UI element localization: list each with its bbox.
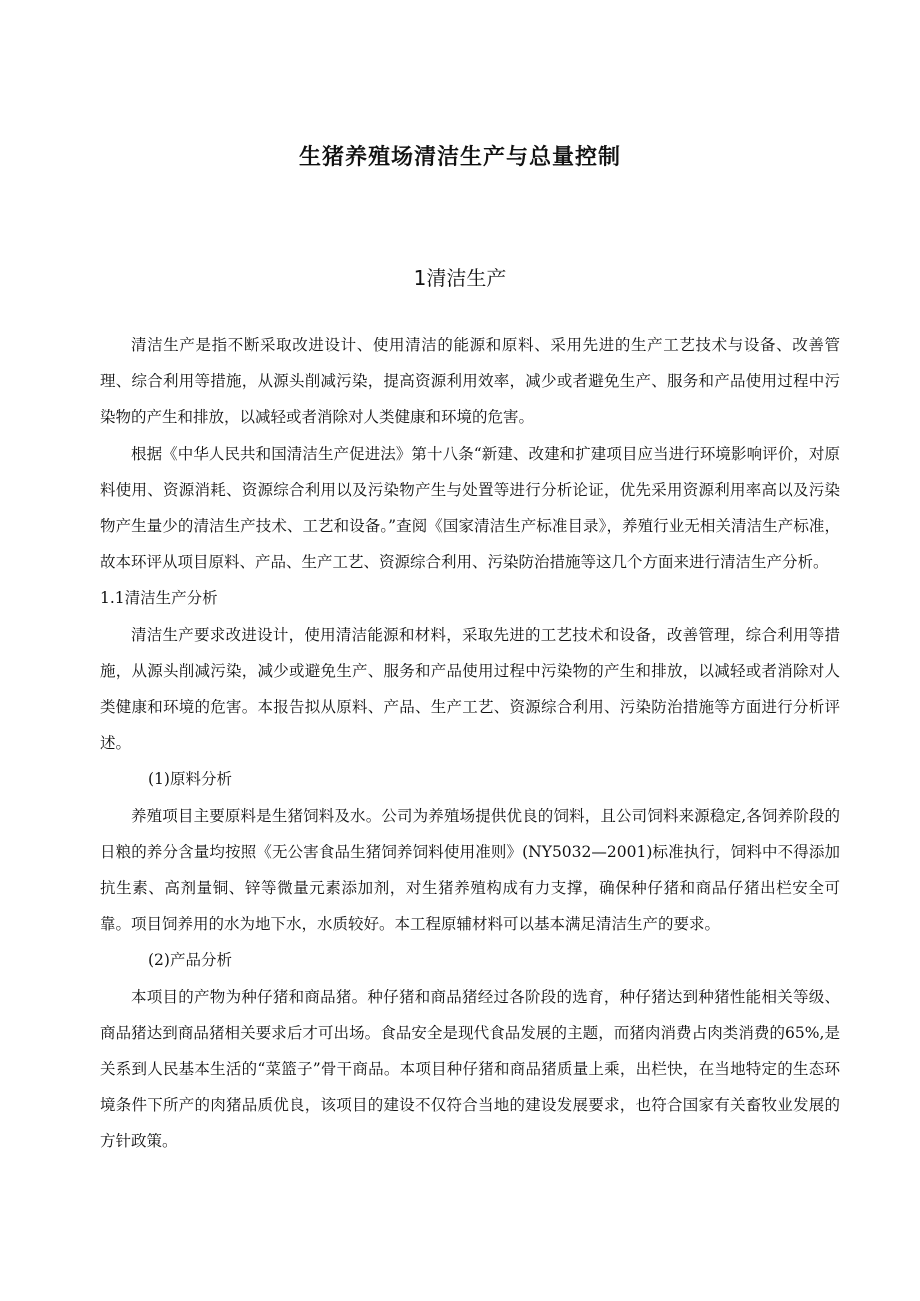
document-title: 生猪养殖场清洁生产与总量控制 xyxy=(298,145,621,170)
document-body xyxy=(100,327,840,1160)
paragraph-raw-materials: 养殖项目主要原料是生猪饲料及水。公司为养殖场提供优良的饲料，且公司饲料来源稳定,各饲养阶段的日粮的养分含量均按照《无公害食品生猪饲养饲料使用准则》(NY5032—2001)标准执行，饲料中不得添加抗生素、高剂量铜、锌等微量元素添加剂，对生猪养殖构成有力支撑，确保种仔猪和商品仔猪出栏安全可靠。项目饲养用的水为地下水，水质较好。本工程原辅材料可以基本满足清洁生产的要求。 xyxy=(100,806,840,934)
item-heading-raw-materials: (1)原料分析 xyxy=(148,770,232,789)
subsection-heading: 1.1清洁生产分析 xyxy=(100,589,218,608)
paragraph-analysis-overview: 清洁生产要求改进设计，使用清洁能源和材料，采取先进的工艺技术和设备，改善管理，综合利用等措施，从源头削减污染，减少或避免生产、服务和产品使用过程中污染物的产生和排放，以减轻或者消除对人类健康和环境的危害。本报告拟从原料、产品、生产工艺、资源综合利用、污染防治措施等方面进行分析评述。 xyxy=(100,625,840,753)
paragraph-definition: 清洁生产是指不断采取改进设计、使用清洁的能源和原料、采用先进的生产工艺技术与设备、改善管理、综合利用等措施，从源头削减污染，提高资源利用效率，减少或者避免生产、服务和产品使用过程中污染物的产生和排放，以减轻或者消除对人类健康和环境的危害。 xyxy=(100,336,840,427)
paragraph-products: 本项目的产物为种仔猪和商品猪。种仔猪和商品猪经过各阶段的选育，种仔猪达到种猪性能相关等级、商品猪达到商品猪相关要求后才可出场。食品安全是现代食品发展的主题，而猪肉消费占肉类消费的65%,是关系到人民基本生活的“菜篮子”骨干商品。本项目种仔猪和商品猪质量上乘，出栏快，在当地特定的生态环境条件下所产的肉猪品质优良，该项目的建设不仅符合当地的建设发展要求，也符合国家有关畜牧业发展的方针政策。 xyxy=(100,987,840,1151)
item-heading-products: (2)产品分析 xyxy=(148,951,232,970)
section-heading: 1清洁生产 xyxy=(413,266,507,290)
paragraph-legal-basis: 根据《中华人民共和国清洁生产促进法》第十八条“新建、改建和扩建项目应当进行环境影响评价，对原料使用、资源消耗、资源综合利用以及污染物产生与处置等进行分析论证，优先采用资源利用率高以及污染物产生量少的清洁生产技术、工艺和设备。”查阅《国家清洁生产标准目录》，养殖行业无相关清洁生产标准，故本环评从项目原料、产品、生产工艺、资源综合利用、污染防治措施等这几个方面来进行清洁生产分析。 xyxy=(100,444,840,572)
